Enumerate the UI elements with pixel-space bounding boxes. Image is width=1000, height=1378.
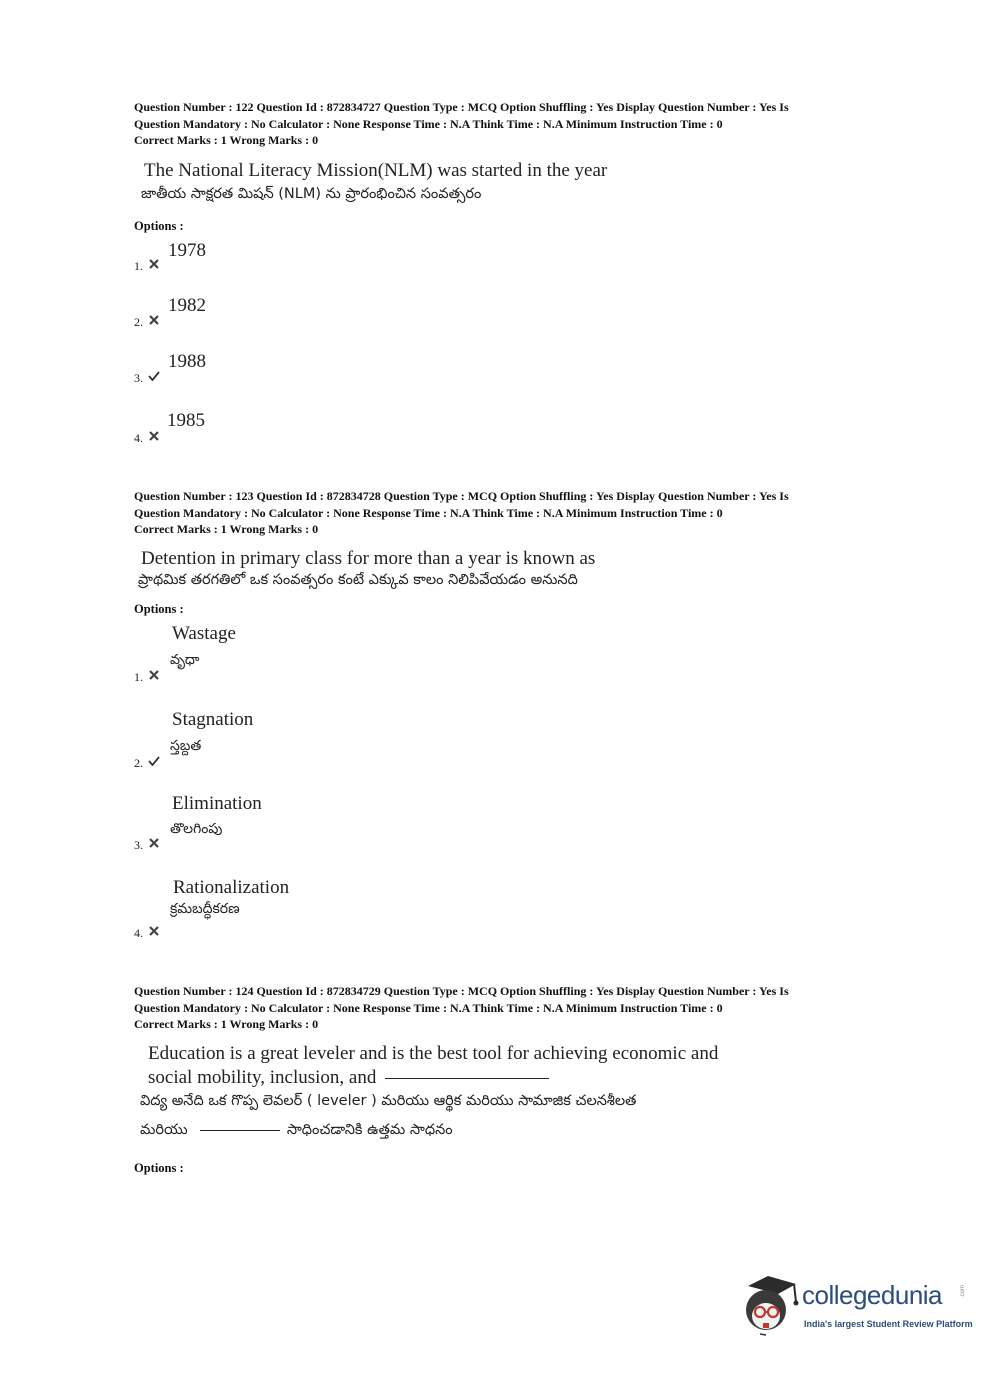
options-label: Options : <box>134 602 184 616</box>
mascot-icon <box>738 1272 802 1340</box>
option-number: 1. <box>134 259 143 273</box>
question-meta: Question Number : 122 Question Id : 872834727 Question Type : MCQ Option Shuffling : Yes Display Question Number : Yes Is Question Mandatory : No Calculator : None Response Time : N.A Think Time : N.A Minimum Instruction Time : 0 Correct Marks : 1 Wrong Marks : 0 <box>134 100 789 147</box>
option-text-en: Elimination <box>172 793 262 814</box>
option-text: 1985 <box>167 410 205 431</box>
cross-icon <box>148 431 160 441</box>
answer-blank <box>200 1130 280 1131</box>
logo-wordmark: collegedunia <box>802 1280 943 1310</box>
option-text: 1978 <box>168 240 206 261</box>
option-text-en: Rationalization <box>173 877 290 898</box>
cross-icon <box>148 670 160 680</box>
option-text-en: Wastage <box>172 623 236 644</box>
question-meta: Question Number : 124 Question Id : 872834729 Question Type : MCQ Option Shuffling : Yes Display Question Number : Yes Is Question Mandatory : No Calculator : None Response Time : N.A Think Time : N.A Minimum Instruction Time : 0 Correct Marks : 1 Wrong Marks : 0 <box>134 984 789 1031</box>
cross-icon <box>148 838 160 848</box>
option-number: 3. <box>134 371 143 385</box>
option-text: 1982 <box>168 295 206 316</box>
option-number: 2. <box>134 756 143 770</box>
question-text-en: Detention in primary class for more than a year is known as <box>141 548 596 569</box>
option-number: 3. <box>134 838 143 852</box>
option-text-te: వృధా <box>170 652 200 668</box>
question-text-te: జాతీయ సాక్షరత మిషన్ (NLM) ను ప్రారంభించిన సంవత్సరం <box>141 186 482 202</box>
option-text-en: Stagnation <box>172 709 254 730</box>
option-text-te: స్తబ్దత <box>170 738 202 754</box>
option-text: 1988 <box>168 351 206 372</box>
question-text-te-line2: మరియు సాధించడానికి ఉత్తమ సాధనం <box>140 1122 453 1138</box>
check-icon <box>148 756 160 766</box>
question-text-te: ప్రాథమిక తరగతిలో ఒక సంవత్సరం కంటే ఎక్కువ కాలం నిలిపివేయడం అనునది <box>138 572 578 588</box>
question-text-en-line1: Education is a great leveler and is the best tool for achieving economic and <box>148 1043 719 1064</box>
logo-tagline: India's largest Student Review Platform <box>804 1319 973 1329</box>
answer-blank <box>385 1078 549 1079</box>
cross-icon <box>148 259 160 269</box>
logo-suffix: .com <box>960 1284 966 1298</box>
option-number: 2. <box>134 315 143 329</box>
option-number: 4. <box>134 431 143 445</box>
question-text-en: The National Literacy Mission(NLM) was started in the year <box>144 160 608 181</box>
question-meta: Question Number : 123 Question Id : 872834728 Question Type : MCQ Option Shuffling : Yes Display Question Number : Yes Is Question Mandatory : No Calculator : None Response Time : N.A Think Time : N.A Minimum Instruction Time : 0 Correct Marks : 1 Wrong Marks : 0 <box>134 489 789 536</box>
cross-icon <box>148 926 160 936</box>
option-text-te: క్రమబద్ధీకరణ <box>170 901 240 917</box>
option-number: 4. <box>134 926 143 940</box>
check-icon <box>148 371 160 381</box>
cross-icon <box>148 315 160 325</box>
option-text-te: తొలగింపు <box>170 821 223 837</box>
question-text-te-line1: విద్య అనేది ఒక గొప్ప లెవలర్ ( leveler ) మరియు ఆర్థిక మరియు సామాజిక చలనశీలత <box>140 1093 637 1109</box>
options-label: Options : <box>134 219 184 233</box>
options-label: Options : <box>134 1161 184 1175</box>
option-number: 1. <box>134 670 143 684</box>
collegedunia-logo <box>738 1272 973 1340</box>
question-text-en-line2: social mobility, inclusion, and <box>148 1066 549 1089</box>
